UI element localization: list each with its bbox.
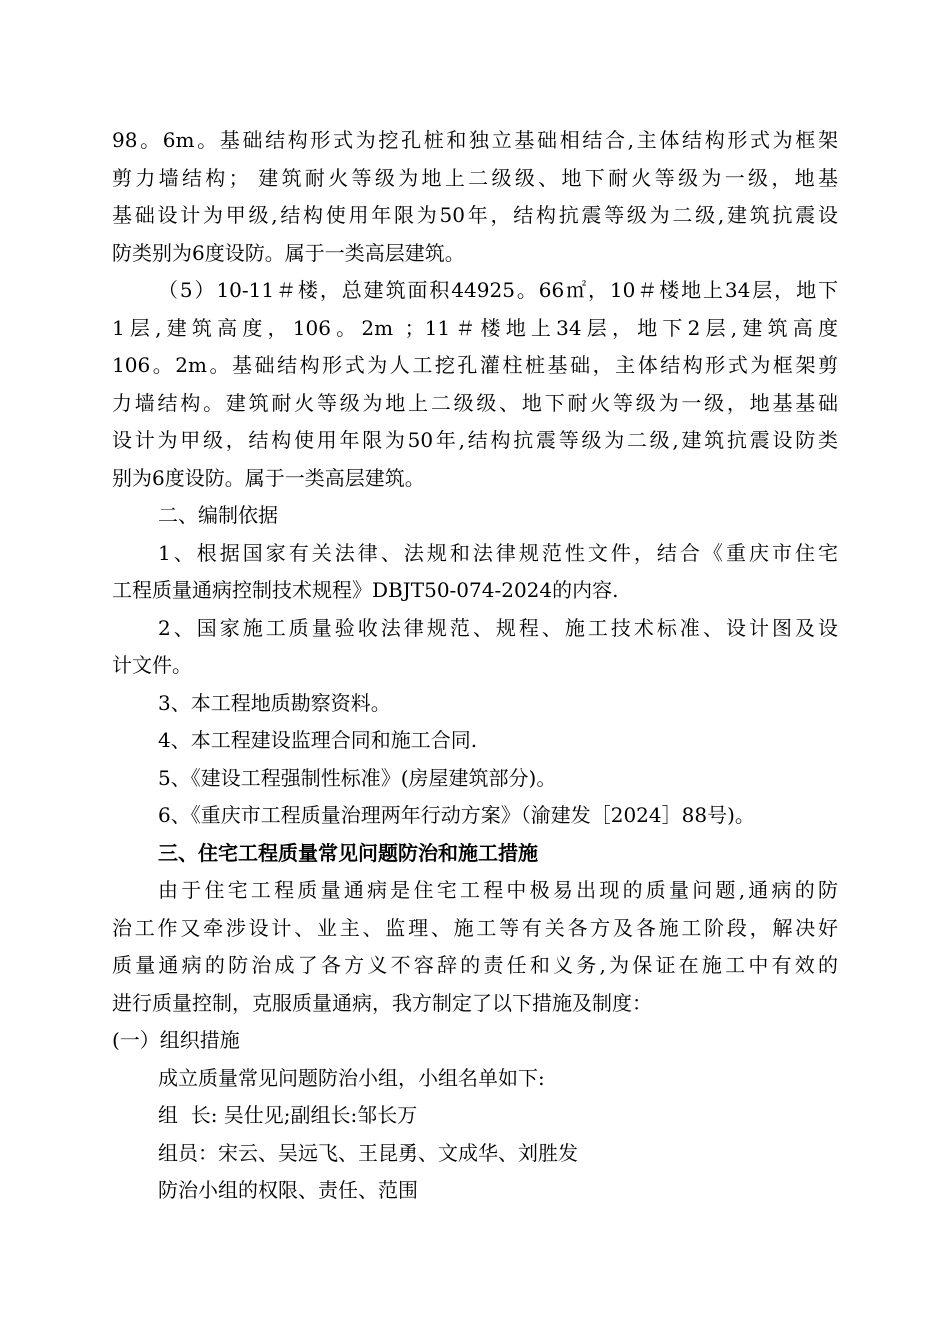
text-line: 组 长: 吴仕见;副组长:邹长万: [158, 1103, 418, 1127]
text-line: （5）10-11＃楼，总建筑面积44925。66㎡，10＃楼地上34层，地下: [158, 278, 838, 302]
list-item: 3、本工程地质勘察资料。: [158, 690, 391, 715]
text-line: 组员：宋云、吴远飞、王昆勇、文成华、刘胜发: [158, 1140, 578, 1165]
text-line: 计文件。: [112, 653, 192, 677]
text-line: 治工作又牵涉设计、业主、监理、施工等有关各方及各施工阶段，解决好: [112, 915, 838, 940]
list-item: 6、《重庆市工程质量治理两年行动方案》（渝建发［2024］88号)。: [158, 803, 755, 827]
text-line: 进行质量控制，克服质量通病，我方制定了以下措施及制度：: [112, 990, 652, 1015]
subsection-heading: (一）组织措施: [112, 1028, 240, 1052]
text-line: 由于住宅工程质量通病是住宅工程中极易出现的质量问题,通病的防: [158, 878, 838, 902]
text-line: 1层,建筑高度，106。2m ；11＃楼地上34层，地下2层,建筑高度: [112, 315, 838, 340]
list-item: 2、国家施工质量验收法律规范、规程、施工技术标准、设计图及设: [158, 615, 838, 640]
section-heading: 三、住宅工程质量常见问题防治和施工措施: [158, 840, 538, 865]
text-line: 98。6m。基础结构形式为挖孔桩和独立基础相结合,主体结构形式为框架: [112, 128, 838, 152]
text-line: 防治小组的权限、责任、范围: [158, 1178, 418, 1202]
text-line: 剪力墙结构； 建筑耐火等级为地上二级级、地下耐火等级为一级，地基: [112, 165, 838, 190]
list-item: 4、本工程建设监理合同和施工合同.: [158, 728, 478, 752]
list-item: 1、根据国家有关法律、法规和法律规范性文件，结合《重庆市住宅: [158, 540, 838, 565]
text-line: 设计为甲级，结构使用年限为50年,结构抗震等级为二级,建筑抗震设防类: [112, 428, 838, 452]
text-line: 工程质量通病控制技术规程》DBJT50-074-2024的内容.: [112, 578, 619, 602]
text-line: 质量通病的防治成了各方义不容辞的责任和义务,为保证在施工中有效的: [112, 953, 838, 977]
list-item: 5、《建设工程强制性标准》(房屋建筑部分)。: [158, 765, 557, 790]
text-line: 106。2m。基础结构形式为人工挖孔灌柱桩基础，主体结构形式为框架剪: [112, 353, 838, 377]
text-line: 力墙结构。建筑耐火等级为地上二级级、地下耐火等级为一级，地基基础: [112, 390, 838, 415]
text-line: 基础设计为甲级,结构使用年限为50年，结构抗震等级为二级,建筑抗震设: [112, 203, 838, 227]
text-line: 别为6度设防。属于一类高层建筑。: [112, 465, 425, 490]
text-line: 防类别为6度设防。属于一类高层建筑。: [112, 240, 465, 265]
document-body: [112, 122, 838, 1210]
text-line: 成立质量常见问题防治小组，小组名单如下:: [158, 1065, 545, 1090]
section-heading: 二、编制依据: [158, 503, 278, 527]
